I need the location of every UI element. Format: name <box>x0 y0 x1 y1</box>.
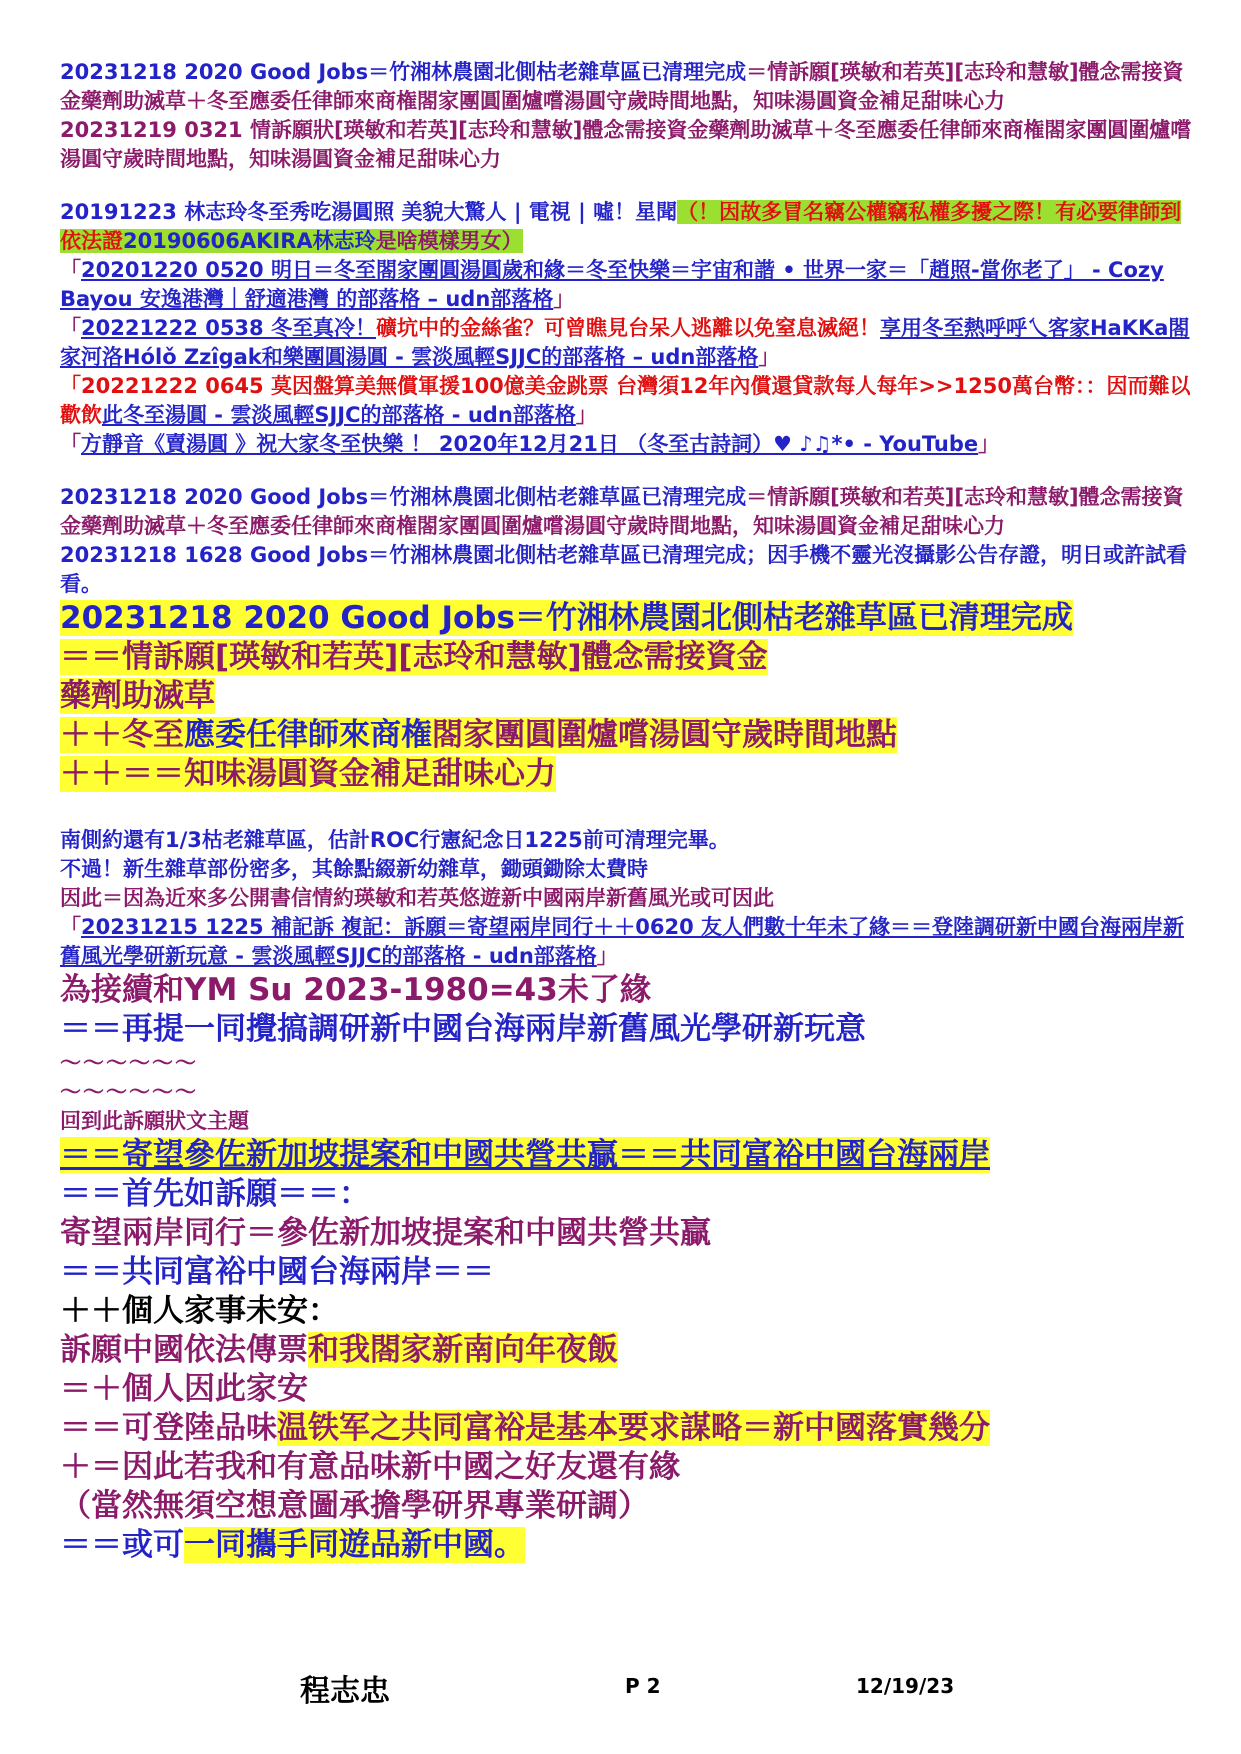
blog-link-20231215-a[interactable]: 20231215 1225 補記訴 複記：訴願＝寄望兩岸同行＋＋0620 友人們數十年未了緣 <box>81 915 891 939</box>
tilde-divider-1: ～～～～～～ <box>60 1051 198 1075</box>
theme-line-2: ＝＝首先如訴願＝＝： <box>60 1176 370 1212</box>
page-footer <box>0 1666 1241 1709</box>
blog-link-20221222-0645[interactable]: 此冬至湯圓 - 雲淡風輕SJJC的部落格 - udn部落格 <box>102 403 576 427</box>
quote-close: 」 <box>596 944 618 968</box>
big-heading <box>60 599 1195 638</box>
text: 藥劑助滅草 <box>60 678 215 714</box>
text: ＝＝可登陸品味 <box>60 1410 277 1446</box>
quote-open: 「 <box>60 432 81 456</box>
paragraph-petition-0321: 20231219 0321 情訴願狀[瑛敏和若英][志玲和慧敏]體念需接資金藥劑助滅草＋冬至應委任律師來商権閤家團圓圍爐嚐湯圓守歲時間地點，知味湯圓資金補足甜味心力 <box>60 118 1192 171</box>
south-line-3: 因此＝因為近來多公開書信情約瑛敏和若英悠遊新中國兩岸新舊風光或可因此 <box>60 886 774 910</box>
paragraph-good-jobs-1 <box>60 58 1195 116</box>
south-link <box>60 913 1195 971</box>
text: 是啥模樣男女） <box>375 229 523 253</box>
ym-line-2: ＝＝再提一同攪搞調研新中國台海兩岸新舊風光學研新玩意 <box>60 1011 866 1047</box>
link-paragraph-4 <box>60 430 1195 459</box>
paragraph-good-jobs-2 <box>60 483 1195 541</box>
theme-line-10: （當然無須空想意圖承擔學研界專業研調） <box>60 1488 649 1524</box>
theme-line-3: 寄望兩岸同行＝參佐新加坡提案和中國共營共贏 <box>60 1215 711 1251</box>
quote-open: 「 <box>60 374 81 398</box>
text: 20231218 2020 Good Jobs＝竹湘林農園北側枯老雜草區已清理完成 <box>60 485 747 509</box>
ym-line-1: 為接續和YM Su 2023-1980=43未了緣 <box>60 972 651 1008</box>
quote-close: 」 <box>553 287 575 311</box>
author-name: 程志忠 <box>300 1674 390 1709</box>
theme-line-7: ＝＋個人因此家安 <box>60 1371 308 1407</box>
blog-link-20231215-b[interactable]: ＝＝登陸調研新中國台海兩岸新舊風光學研新玩意 - 雲淡風輕SJJC的部落格 - udn部落格 <box>60 915 1185 968</box>
text: 訴願中國依法傳票 <box>60 1332 308 1368</box>
text: ＝＝或可 <box>60 1527 184 1563</box>
big-line-4 <box>60 716 1195 755</box>
text: ＝情訴願[瑛敏和若英][志玲和慧敏]體念需接資金藥劑助滅草＋冬至應委任律師來商権閤家團圓圍爐嚐湯圓守歲時間地點，知味湯圓資金補足甜味心力 <box>60 60 1184 113</box>
paragraph-news <box>60 198 1195 256</box>
quote-open: 「 <box>60 316 81 340</box>
theme-line-1 <box>60 1136 1195 1175</box>
back-to-theme: 回到此訴願狀文主題 <box>60 1109 249 1133</box>
south-line-2: 不過！新生雜草部份密多，其餘點綴新幼雜草，鋤頭鋤除太費時 <box>60 857 648 881</box>
quote-open: 「 <box>60 258 81 282</box>
news-headline: 20191223 林志玲冬至秀吃湯圓照 美貌大驚人 | 電視 | 噓！星聞 <box>60 200 678 224</box>
theme-line-8 <box>60 1409 1195 1448</box>
text: 20231218 2020 Good Jobs＝竹湘林農園北側枯老雜草區已清理完成 <box>60 60 747 84</box>
text: ＋＋冬至 <box>60 717 184 753</box>
text: 20190606AKIRA林志玲 <box>123 229 376 253</box>
theme-line-5: ＋＋個人家事未安： <box>60 1293 339 1329</box>
text: ＋＋＝＝知味湯圓資金補足甜味心力 <box>60 756 556 792</box>
blog-link-20221222-a[interactable]: 20221222 0538 冬至真冷！ <box>81 316 376 340</box>
footer-date: 12/19/23 <box>856 1674 955 1698</box>
big-line-3 <box>60 677 1195 716</box>
text: 應委任律師來商権 <box>184 717 432 753</box>
document-body <box>60 58 1195 1565</box>
blog-link-20221222-b[interactable]: 享用冬至熱呼呼乀客家HaKKa閤家河洛Hólǒ Zzîgak和樂團圓湯圓 - 雲淡風輕SJJC的部落格 – udn部落格 <box>60 316 1190 369</box>
link-paragraph-1 <box>60 256 1195 314</box>
theme-line-4: ＝＝共同富裕中國台海兩岸＝＝ <box>60 1254 494 1290</box>
link-paragraph-2 <box>60 314 1195 372</box>
theme-line-11 <box>60 1526 1195 1565</box>
theme-link[interactable]: ＝＝寄望參佐新加坡提案和中國共營共贏＝＝共同富裕中國台海兩岸 <box>60 1137 990 1173</box>
text: 礦坑中的金絲雀？可曾瞧見台呆人逃離以免窒息滅絕！ <box>375 316 880 340</box>
text: 一同攜手同遊品新中國。 <box>184 1527 525 1563</box>
link-paragraph-3 <box>60 372 1195 430</box>
paragraph-1628: 20231218 1628 Good Jobs＝竹湘林農園北側枯老雜草區已清理完成；因手機不靈光沒攝影公告存證，明日或許試看看。 <box>60 543 1188 596</box>
page-number: P 2 <box>625 1674 661 1698</box>
south-line-1: 南側約還有1/3枯老雜草區，估計ROC行憲紀念日1225前可清理完畢。 <box>60 828 730 852</box>
text: （！因故多冒名竊公權竊私權多擾之際！有必要律師到依法證 <box>60 200 1182 253</box>
big-line-2 <box>60 638 1195 677</box>
text: 和我閤家新南向年夜飯 <box>308 1332 618 1368</box>
text: 20221222 0645 莫因盤算美無償軍援100億美金跳票 台灣須12年內償還貸款每人每年>>1250萬台幣：：因而難以歡飲 <box>60 374 1191 427</box>
quote-close: 」 <box>758 345 780 369</box>
blog-link-20201220[interactable]: 20201220 0520 明日＝冬至閤家團圓湯圓歲和緣＝冬至快樂＝宇宙和諧 • 世界一家＝「趙照-當你老了」 - Cozy Bayou 安逸港灣｜舒適港灣 的部落格 – udn部落格 <box>60 258 1164 311</box>
tilde-divider-2: ～～～～～～ <box>60 1080 198 1104</box>
big-line-5 <box>60 755 1195 794</box>
theme-line-6 <box>60 1331 1195 1370</box>
quote-close: 」 <box>978 432 1000 456</box>
quote-close: 」 <box>575 403 597 427</box>
text: 温铁军之共同富裕是基本要求謀略＝新中國落實幾分 <box>277 1410 990 1446</box>
theme-line-9: ＋＝因此若我和有意品味新中國之好友還有緣 <box>60 1449 680 1485</box>
text: 閤家團圓圍爐嚐湯圓守歲時間地點 <box>432 717 897 753</box>
text: ＝＝情訴願[瑛敏和若英][志玲和慧敏]體念需接資金 <box>60 639 768 675</box>
youtube-link[interactable]: 方靜音《賣湯圓 》祝大家冬至快樂 ！ 2020年12月21日 （冬至古詩詞）♥ ♪♫*• - YouTube <box>81 432 979 456</box>
text: ＝情訴願[瑛敏和若英][志玲和慧敏]體念需接資金藥劑助滅草＋冬至應委任律師來商権閤家團圓圍爐嚐湯圓守歲時間地點，知味湯圓資金補足甜味心力 <box>60 485 1184 538</box>
text: 20231218 2020 Good Jobs＝竹湘林農園北側枯老雜草區已清理完成 <box>60 600 1073 636</box>
quote-open: 「 <box>60 915 81 939</box>
